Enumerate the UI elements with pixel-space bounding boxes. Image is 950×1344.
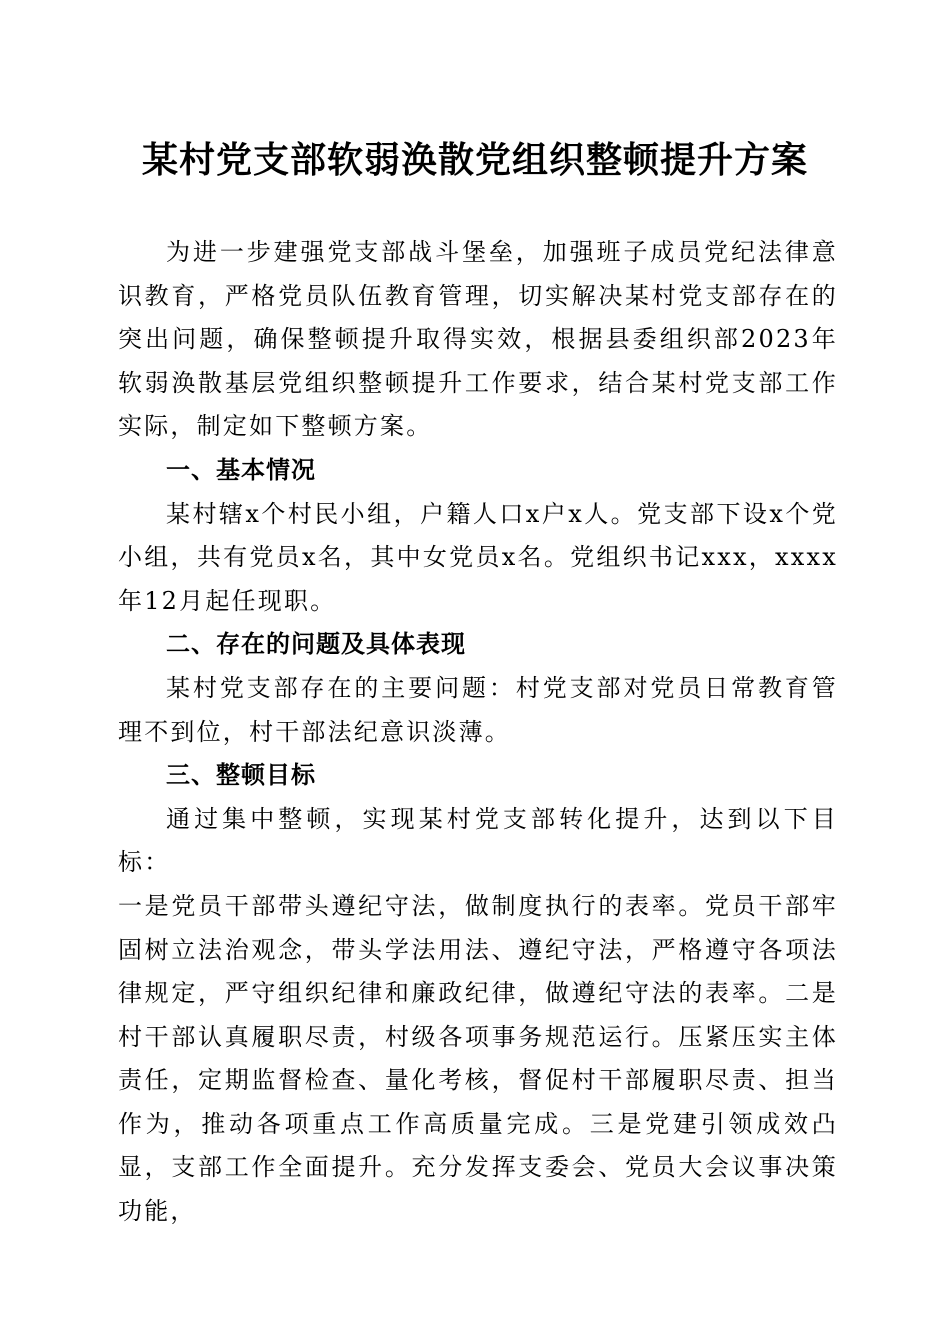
section-text-basic-situation: 某村辖x个村民小组，户籍人口x户x人。党支部下设x个党小组，共有党员x名，其中女党员x名。党组织书记xxx，xxxx年12月起任现职。 — [118, 499, 838, 615]
section-heading-problems: 二、存在的问题及具体表现 — [166, 630, 466, 659]
section-text-goals-continuation: 一是党员干部带头遵纪守法，做制度执行的表率。党员干部牢固树立法治观念，带头学法用法、遵纪守法，严格遵守各项法律规定，严守组织纪律和廉政纪律，做遵纪守法的表率。二是村干部认真履职尽责，村级各项事务规范运行。压紧压实主体责任，定期监督检查、量化考核，督促村干部履职尽责、担当作为，推动各项重点工作高质量完成。三是党建引领成效凸显，支部工作全面提升。充分发挥支委会、党员大会议事决策功能， — [118, 891, 838, 1226]
section-heading-goals: 三、整顿目标 — [166, 761, 316, 790]
intro-paragraph: 为进一步建强党支部战斗堡垒，加强班子成员党纪法律意识教育，严格党员队伍教育管理，切实解决某村党支部存在的突出问题，确保整顿提升取得实效，根据县委组织部2023年软弱涣散基层党组织整顿提升工作要求，结合某村党支部工作实际，制定如下整顿方案。 — [118, 238, 838, 441]
document-title: 某村党支部软弱涣散党组织整顿提升方案 — [141, 139, 808, 181]
section-text-goals: 通过集中整顿，实现某村党支部转化提升，达到以下目标： — [118, 804, 838, 877]
document-body — [118, 231, 838, 1234]
section-heading-basic-situation: 一、基本情况 — [166, 455, 316, 484]
section-text-problems: 某村党支部存在的主要问题：村党支部对党员日常教育管理不到位，村干部法纪意识淡薄。 — [118, 673, 838, 746]
